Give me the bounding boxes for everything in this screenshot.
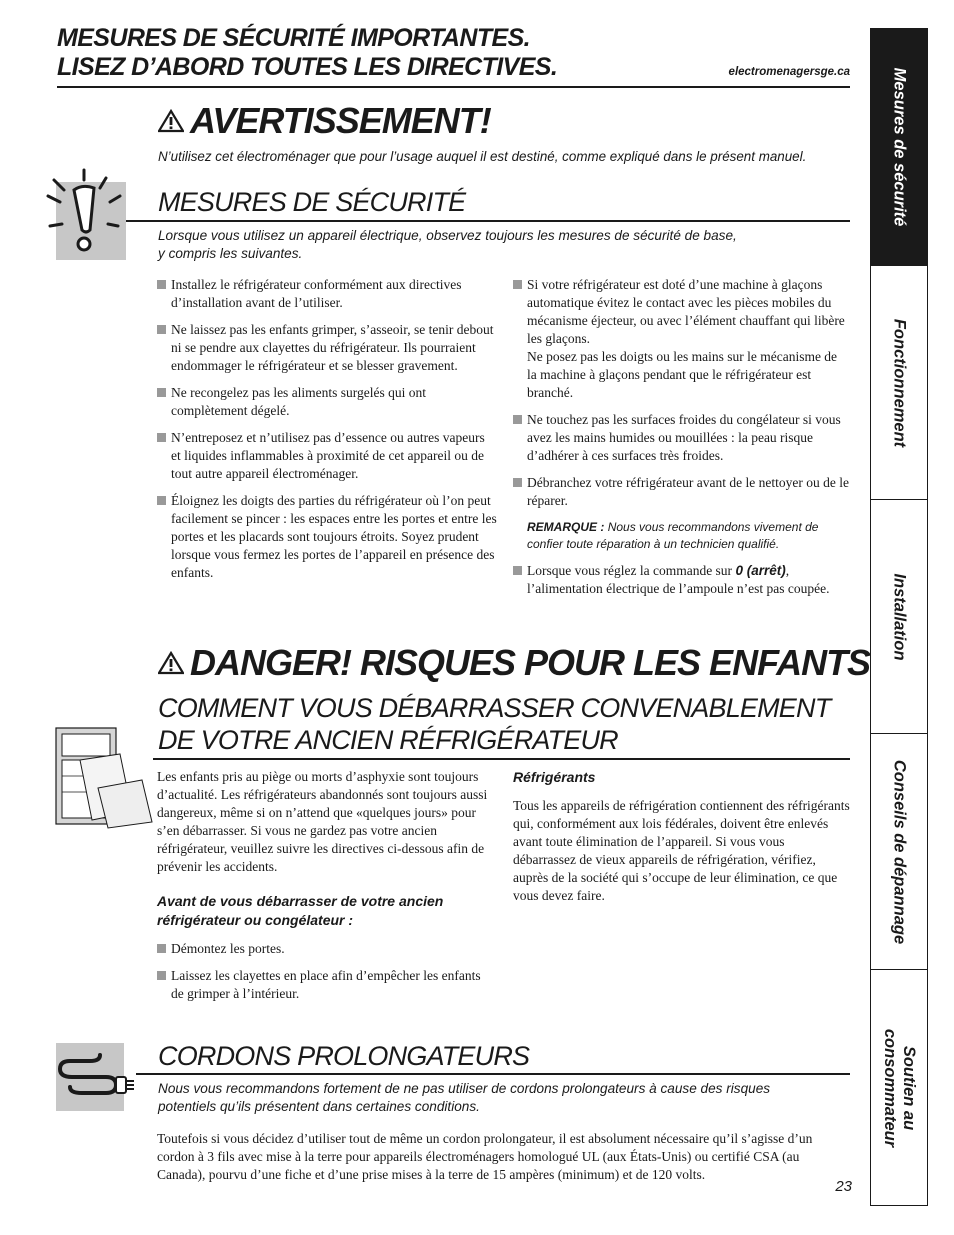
repair-note xyxy=(513,519,850,553)
list-item xyxy=(513,562,850,598)
danger-title: DANGER! RISQUES POUR LES ENFANTS xyxy=(190,642,871,683)
safety-intro xyxy=(158,227,858,263)
tab-soutien-au-consommateur[interactable] xyxy=(871,969,927,1205)
list-item xyxy=(157,429,497,483)
danger-heading xyxy=(158,642,870,684)
safety-right-column xyxy=(513,276,850,607)
cords-intro-line1: Nous vous recommandons fortement de ne pas utiliser de cordons prolongateurs à cause des risques xyxy=(158,1081,771,1096)
bullet-square-icon xyxy=(513,280,522,289)
list-item-text-pre: Lorsque vous réglez la commande sur xyxy=(527,563,736,578)
extension-cord-icon xyxy=(56,1043,136,1111)
tab-label: Conseils de dépannage xyxy=(890,759,909,944)
bullet-square-icon xyxy=(157,388,166,397)
off-setting: 0 (arrêt) xyxy=(735,563,786,578)
cords-body: Toutefois si vous décidez d’utiliser tout de même un cordon prolongateur, il est absolument nécessaire qu’il s’agisse d’un cordon à 3 fils avec mise à la terre pour appareils électroménagers homologué UL (aux États-Unis) ou certifié CSA (au Canada), pourvu d’une fiche et d’une prise mises à la terre de 15 ampères (minimum) et de 120 volts. xyxy=(157,1131,813,1182)
tab-label: Fonctionnement xyxy=(890,318,909,447)
safety-title: MESURES DE SÉCURITÉ xyxy=(158,187,466,217)
list-item xyxy=(157,967,492,1003)
safety-intro-line1: Lorsque vous utilisez un appareil électrique, observez toujours les mesures de sécurité de base, xyxy=(158,228,737,243)
header-divider xyxy=(57,86,850,88)
danger-subtitle-line1: COMMENT VOUS DÉBARRASSER CONVENABLEMENT xyxy=(158,693,831,723)
list-item xyxy=(157,492,497,582)
list-item-text: Éloignez les doigts des parties du réfrigérateur où l’on peut facilement se pincer : les espaces entre les portes et entre les portes et les placards sont toujours étroits. Soyez prudent lorsque vous fermez les portes de l’appareil en présence des enfants. xyxy=(171,493,497,580)
list-item xyxy=(157,321,497,375)
list-item xyxy=(157,384,497,420)
list-item xyxy=(157,276,497,312)
tab-mesures-de-securite[interactable] xyxy=(871,28,927,265)
bullet-square-icon xyxy=(157,944,166,953)
list-item xyxy=(513,276,850,348)
safety-left-column xyxy=(157,276,497,591)
tab-fonctionnement[interactable] xyxy=(871,265,927,499)
exclamation-alert-icon xyxy=(46,168,128,262)
list-item-text: Laissez les clayettes en place afin d’empêcher les enfants de grimper à l’intérieur. xyxy=(171,968,481,1001)
list-item-text: N’entreposez et n’utilisez pas d’essence ou autres vapeurs et liquides inflammables à proximité de cet appareil ou de tout autre appareil électroménager. xyxy=(171,430,485,481)
old-refrigerator-icon xyxy=(54,726,154,830)
bullet-square-icon xyxy=(513,415,522,424)
list-item xyxy=(513,411,850,465)
list-item-text: Ne recongelez pas les aliments surgelés qui ont complètement dégelé. xyxy=(171,385,427,418)
warning-title: AVERTISSEMENT! xyxy=(190,100,491,141)
cords-intro xyxy=(158,1080,858,1116)
section-sidebar xyxy=(870,28,928,1206)
refrigerants-text: Tous les appareils de réfrigération contiennent des réfrigérants qui, conformément aux lois fédérales, doivent être enlevés avant toute élimination de l’appareil. Si vous vous débarrassez de vieux appareils de réfrigération, vérifiez, auprès de la société qui s’occupe de leur élimination, ce que vous devez faire. xyxy=(513,798,850,903)
list-item-text: Débranchez votre réfrigérateur avant de le nettoyer ou de le réparer. xyxy=(527,475,849,508)
safety-divider xyxy=(126,220,850,222)
warning-triangle-icon xyxy=(158,651,184,675)
list-item-text: Installez le réfrigérateur conformément aux directives d’installation avant de l’utiliser. xyxy=(171,277,462,310)
cords-intro-line2: potentiels qu’ils présentent dans certaines conditions. xyxy=(158,1099,480,1114)
note-text: Nous vous recommandons vivement de confier toute réparation à un technicien qualifié. xyxy=(527,520,819,551)
bullet-square-icon xyxy=(157,280,166,289)
warning-triangle-icon xyxy=(158,109,184,133)
danger-subtitle-line2: DE VOTRE ANCIEN RÉFRIGÉRATEUR xyxy=(158,725,618,755)
safety-intro-line2: y compris les suivantes. xyxy=(158,246,303,261)
list-item-text-post: , l’alimentation électrique de l’ampoule n’est pas coupée. xyxy=(527,563,830,596)
tab-label: Installation xyxy=(890,572,909,661)
header-title-line2: LISEZ D’ABORD TOUTES LES DIRECTIVES. xyxy=(57,53,558,81)
danger-divider xyxy=(153,758,850,760)
list-item-text: Démontez les portes. xyxy=(171,941,285,956)
cords-divider xyxy=(136,1073,850,1075)
tab-conseils-de-depannage[interactable] xyxy=(871,733,927,969)
page-number: 23 xyxy=(835,1178,852,1195)
bullet-square-icon xyxy=(157,433,166,442)
danger-left-column xyxy=(157,768,492,1012)
list-item-continuation xyxy=(513,348,850,402)
bullet-square-icon xyxy=(513,478,522,487)
cords-title: CORDONS PROLONGATEURS xyxy=(158,1041,530,1071)
tab-label: Soutien au consommateur xyxy=(881,1028,918,1147)
website-url: electromenagersge.ca xyxy=(728,66,850,78)
refrigerants-heading: Réfrigérants xyxy=(513,769,596,785)
tab-installation[interactable] xyxy=(871,499,927,733)
list-item xyxy=(157,940,492,958)
bullet-square-icon xyxy=(157,325,166,334)
warning-heading xyxy=(158,100,491,142)
warning-text: N’utilisez cet électroménager que pour l’usage auquel il est destiné, comme expliqué dans le présent manuel. xyxy=(158,149,807,164)
before-disposal-heading: Avant de vous débarrasser de votre ancien réfrigérateur ou congélateur : xyxy=(157,893,444,928)
list-item xyxy=(513,474,850,510)
danger-right-column xyxy=(513,768,850,914)
list-item-text: Ne touchez pas les surfaces froides du congélateur si vous avez les mains humides ou mouillées : la peau risque d’adhérer à ces surfaces très froides. xyxy=(527,412,841,463)
list-item-text: Ne laissez pas les enfants grimper, s’asseoir, se tenir debout ni se pendre aux clayettes du réfrigérateur. Ils pourraient endommager le réfrigérateur et se blesser gravement. xyxy=(171,322,494,373)
list-item-text: Si votre réfrigérateur est doté d’une machine à glaçons automatique évitez le contact avec les pièces mobiles du mécanisme éjecteur, ou avec l’élément chauffant qui libère les glaçons. xyxy=(527,277,845,346)
bullet-square-icon xyxy=(157,496,166,505)
danger-subtitle xyxy=(158,692,830,756)
note-label: REMARQUE : xyxy=(527,520,605,534)
list-item-text: Ne posez pas les doigts ou les mains sur le mécanisme de la machine à glaçons pendant que le réfrigérateur est branché. xyxy=(527,349,838,400)
bullet-square-icon xyxy=(513,566,522,575)
page-header-title xyxy=(57,24,757,82)
bullet-square-icon xyxy=(157,971,166,980)
tab-label: Mesures de sécurité xyxy=(890,67,909,226)
header-title-line1: MESURES DE SÉCURITÉ IMPORTANTES. xyxy=(57,24,530,52)
danger-paragraph: Les enfants pris au piège ou morts d’asphyxie sont toujours d’actualité. Les réfrigérateurs abandonnés sont toujours aussi dangereux, même si on n’attend que «quelques jours» pour s’en débarrasser. Si vous ne gardez pas votre ancien réfrigérateur, veuillez suivre les directives ci-dessous afin de prévenir les accidents. xyxy=(157,769,488,874)
